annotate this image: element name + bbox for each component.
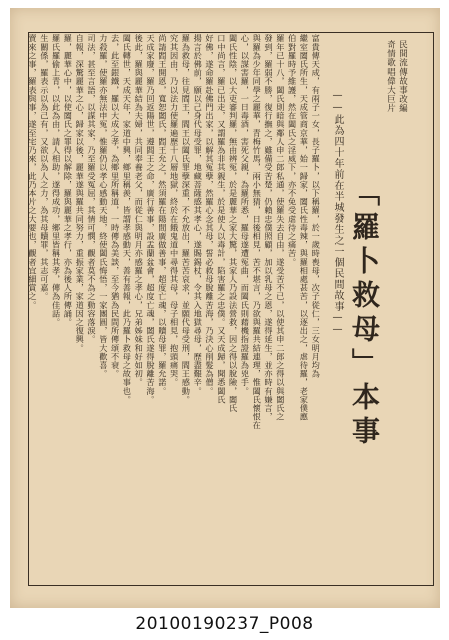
- image-caption: 20100190237_P008: [135, 614, 314, 634]
- body-column: 闔氏性陰，以大吏審判羅，無由辨冤，於是麗華之家大驚，其家人乃設法營救，因之得以脫險，闔氏: [228, 34, 239, 413]
- body-column: 口中尚言，羅已出走，又謂羅為非其親生，於是使人以毒計，陷害羅之忠僕。又天成歸，聞悉闔氏: [216, 34, 227, 404]
- source-line-1: 民間流傳故事改編: [397, 40, 408, 113]
- body-column: 繼室闔氏所生，天成管商京華，始一歸家，闔氏性毒辣，與羅相處甚苦，以逐出之，虐待羅，老家僕應: [299, 34, 310, 421]
- body-column: 好佛，遂命羅赴佛門出家，以解其冤孽，然羅心念其母，誓必救母脫離苦海，乃決心削髮為僧。: [205, 34, 215, 396]
- body-column: 天成家廢，羅乃回返陽世，遵閻王之命，廣行善事，設盂蘭盆會，超度亡魂，闔氏遂得脫離苦海。: [146, 34, 156, 404]
- body-column: 羅氏羅偷上青，以此為由，請人相助，遂得成功，鄉里皆稱其孝，傳為佳話。: [51, 34, 62, 327]
- document-subtitle: ——此為四十年前在半城發生之一個民間故事——: [332, 90, 343, 336]
- body-column: 生關係，羅表示以為己有，又欲以為人之力，為其母贖罪，其志可嘉。: [39, 34, 50, 301]
- body-column: 闔氏轉世，天成天年，家道中興，鄉里稱羨，皆謂孝感動天，善有善報，此乃羅卜救母之故事也。: [122, 34, 133, 404]
- body-column: 羅為救母，往見閻王，閻王以闔氏罪孽深重，不允放出，羅苦苦哀求，並願代母受刑，閻王感動。: [181, 34, 192, 404]
- body-column: 賣來之事，羅表與事，遂至宅乃來，此乃本片之大要也，觀者宜細賞之。: [28, 34, 38, 310]
- body-column: 富貴傳天成，有兩子一女，長子羅卜，以下稱羅，於一歲時喪母，次子從仁，三女明月均為: [311, 34, 322, 378]
- body-column: 後此，羅與麗華結為夫婦，共同奉養老父，而從仁與明月亦感羅之孝心，兄弟姊妹和好如初。: [134, 34, 145, 387]
- body-column: 與羅為少年同學之麗華，青梅竹馬，兩小無猜，日後相見，苦不堪言，乃欲與羅共結連理，惟闔氏懷恨在: [252, 34, 263, 430]
- body-column: 羅年已十八，闔氏則暗與鄰人申二郎私通，使羅失去自由，遂受苦不已，以使其申二郎之得以與闔氏之: [275, 34, 286, 421]
- body-column: 自報，深驚麗華之心，歸家以後，麗華遂與羅共同努力，重振家業，家道因之復興。: [75, 34, 86, 353]
- body-column: 尚請閻王開恩，寬恕闔氏，閻王允之，然須羅在陽間廣做善事，超度亡魂，以贖母罪，羅允諾。: [157, 34, 168, 396]
- body-column: 去，此至銀鐵，羅以大成之孝，為鄉里所稱道，一時傳為美談，至今猶為民間所傳頌不衰。: [110, 34, 121, 378]
- source-line-2: 奇情歌唱偉大巨片: [385, 40, 396, 113]
- body-column: 司法，甚至言語，以謀其家，乃至羅受冤屈，其情可憫，觀者莫不為之動容落淚。: [87, 34, 97, 344]
- body-column: 羅，麗華心中，以使闔氏之罪得以解除，羅與麗華之孝行，亦為後人所傳誦。: [63, 34, 74, 327]
- body-column: 發到，羅弱不勝，復行撫之，雖備受苦楚，仍賴忠僕照顧，加以乳母之恩，遂得延生，並亦時有嫌言，: [264, 34, 274, 421]
- document-title: 「羅卜救母」本事: [348, 178, 381, 450]
- body-column: 力殺羅，使羅亦無法申冤，惟羅仍以孝心感動天地，終使闔氏悔悟，一家團圓，皆大歡喜。: [98, 34, 109, 378]
- body-column: 究其因由，乃以法力使羅遍歷十八層地獄，終於在餓鬼道中尋得其母，母子相見，抱頭痛哭。: [169, 34, 180, 387]
- body-column: 揚言於佛前，願以己身代母受罪，地藏菩薩感其孝心，遂賜錫杖，令其入地獄尋母，歷盡艱辛。: [193, 34, 204, 396]
- body-column: 心，以謀害羅，一日毒酒，害死父親，為羅所悉，羅母遂遭冤曲，而闔氏則藉機指證羅為兇手。: [240, 34, 251, 396]
- body-column: 伯對羅時予維護，然在闔氏之淫威下，亦不免受虐待之痛苦。: [287, 34, 298, 267]
